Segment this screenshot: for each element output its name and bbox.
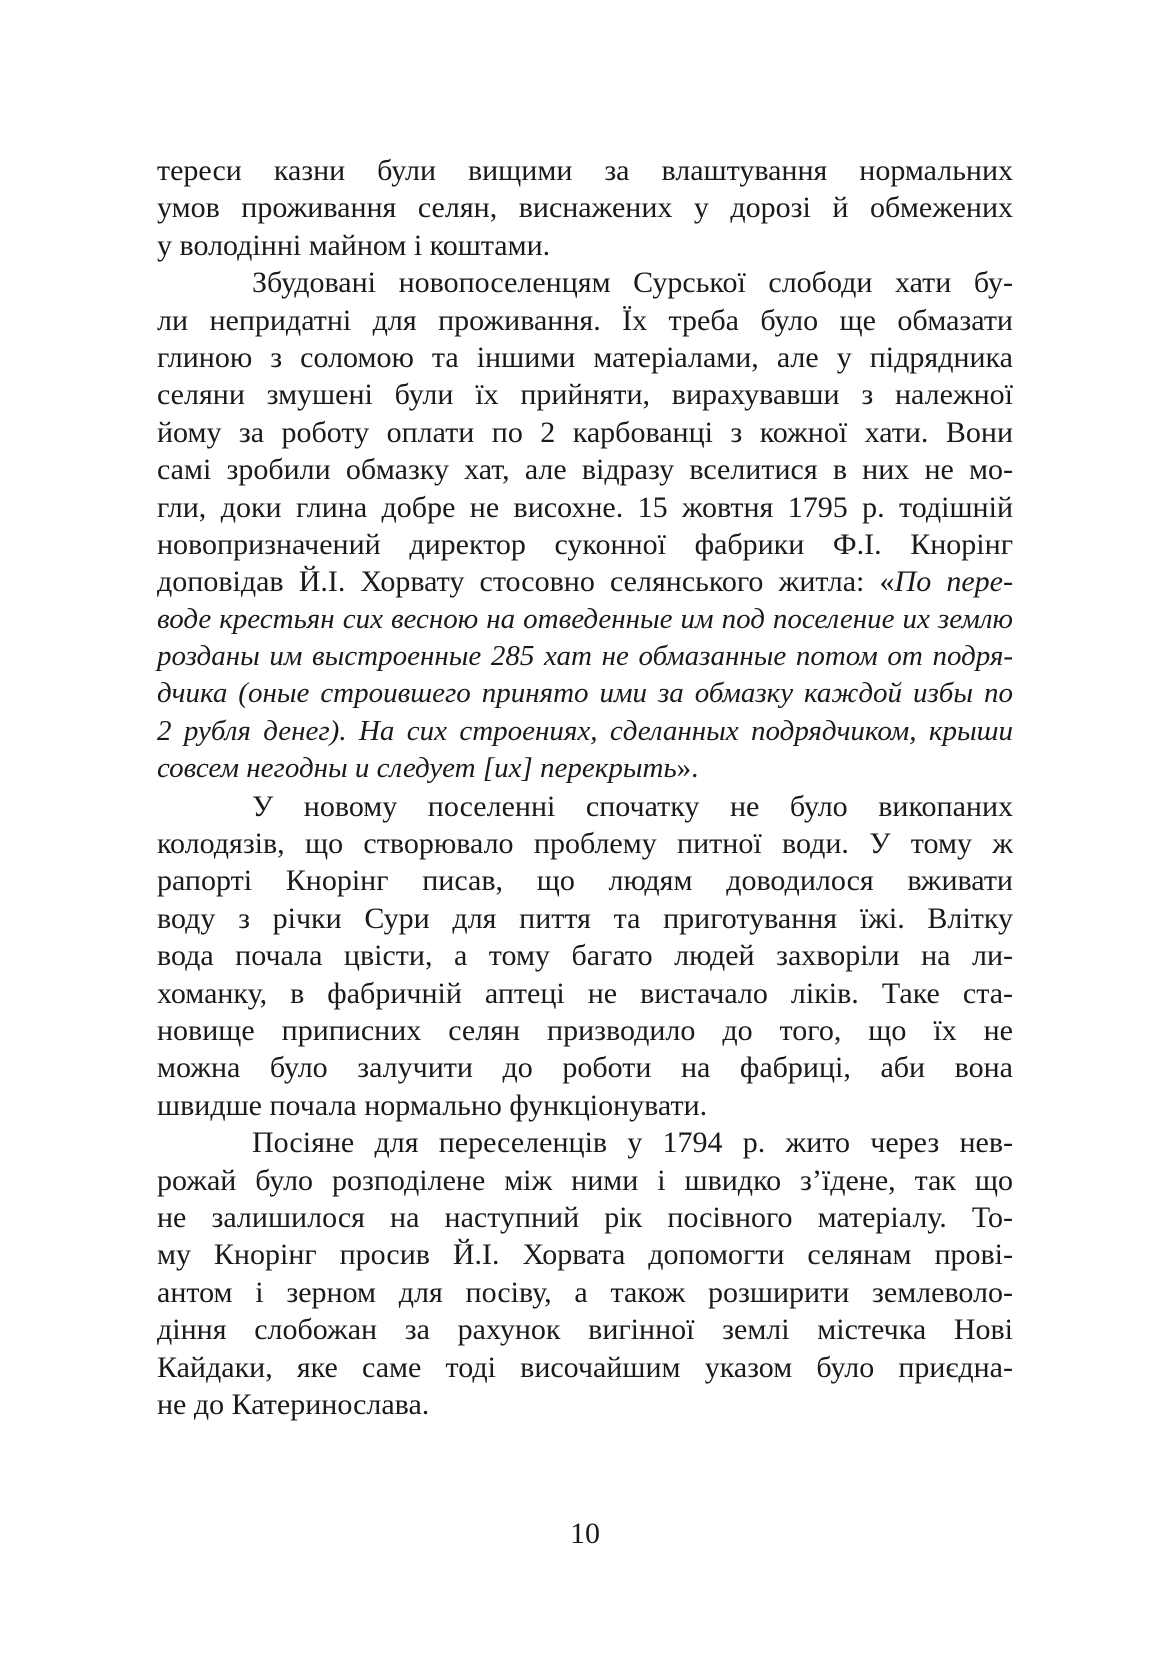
text-line xyxy=(157,638,1013,675)
text-line xyxy=(157,1311,1013,1348)
text-line xyxy=(157,975,1013,1012)
text-line xyxy=(157,937,1013,974)
line-text: У новому поселенні спочатку не було викопаних xyxy=(252,789,1013,823)
text-line xyxy=(157,788,1013,825)
text-line xyxy=(157,1386,1013,1423)
quote-text: По пере- xyxy=(894,565,1013,599)
text-line xyxy=(157,1049,1013,1086)
text-line xyxy=(157,900,1013,937)
line-text: рожай було розподілене між ними і швидко з’їдене, так що xyxy=(157,1163,1013,1197)
line-text: швидше почала нормально функціонувати. xyxy=(157,1088,708,1122)
line-text: глиною з соломою та іншими матеріалами, але у підрядника xyxy=(157,340,1013,374)
line-text: селяни змушені були їх прийняти, вирахувавши з належної xyxy=(157,378,1013,412)
text-line xyxy=(157,1274,1013,1311)
quote-text: 2 рубля денег). На сих строениях, сделанных подрядчиком, крыши xyxy=(157,714,1013,747)
line-text: у володінні майном і коштами. xyxy=(157,228,551,262)
text-line xyxy=(157,675,1013,712)
text-line xyxy=(157,302,1013,339)
line-text: йому за роботу оплати по 2 карбованці з кожної хати. Вони xyxy=(157,415,1013,449)
line-text: рапорті Кнорінг писав, що людям доводилося вживати xyxy=(157,864,1013,898)
line-text: антом і зерном для посіву, а також розширити землеволо- xyxy=(157,1275,1013,1309)
text-line xyxy=(157,862,1013,899)
quote-text: воде крестьян сих весною на отведенные им под поселение их землю xyxy=(157,602,1013,635)
line-text: новище приписних селян призводило до того, що їх не xyxy=(157,1013,1013,1047)
text-line xyxy=(157,264,1013,301)
text-line xyxy=(157,376,1013,413)
text-line xyxy=(157,339,1013,376)
page-body xyxy=(157,152,1013,1423)
line-text: діння слобожан за рахунок вигінної землі містечка Нові xyxy=(157,1313,1013,1347)
quote-text: совсем негодны и следует [их] перекрыть xyxy=(157,752,677,785)
quote-text: дчика (оные строившего принято ими за обмазку каждой избы по xyxy=(157,677,1013,710)
line-text-end: ». xyxy=(676,752,699,785)
line-text: ли непридатні для проживання. Їх треба було ще обмазати xyxy=(157,303,1013,337)
text-line xyxy=(157,414,1013,451)
text-line xyxy=(157,1236,1013,1273)
quote-text: розданы им выстроенные 285 хат не обмазанные потом от подря- xyxy=(157,640,1013,673)
text-line xyxy=(157,563,1013,600)
text-line xyxy=(157,1012,1013,1049)
line-text: колодязів, що створювало проблему питної води. У тому ж xyxy=(157,827,1013,861)
line-text: можна було залучити до роботи на фабриці, аби вона xyxy=(157,1051,1013,1085)
line-text: вода почала цвісти, а тому багато людей захворіли на ли- xyxy=(157,939,1013,973)
line-text: хоманку, в фабричній аптеці не вистачало ліків. Таке ста- xyxy=(157,976,1013,1010)
text-line xyxy=(157,451,1013,488)
line-text: новопризначений директор суконної фабрики Ф.І. Кнорінг xyxy=(157,527,1013,561)
text-line xyxy=(157,601,1013,638)
text-line xyxy=(157,189,1013,226)
line-text: му Кнорінг просив Й.І. Хорвата допомогти селянам прові- xyxy=(157,1238,1013,1272)
text-line xyxy=(157,489,1013,526)
text-line xyxy=(157,526,1013,563)
text-line xyxy=(157,825,1013,862)
text-line xyxy=(157,750,1013,787)
text-line xyxy=(157,1087,1013,1124)
line-text: не залишилося на наступний рік посівного матеріалу. То- xyxy=(157,1200,1013,1234)
text-line xyxy=(157,1199,1013,1236)
line-text: самі зробили обмазку хат, але відразу вселитися в них не мо- xyxy=(157,453,1013,487)
text-line xyxy=(157,713,1013,750)
line-text: Кайдаки, яке саме тоді височайшим указом було приєдна- xyxy=(157,1350,1013,1384)
line-text: Посіяне для переселенців у 1794 р. жито через нев- xyxy=(252,1126,1013,1160)
text-line xyxy=(157,1162,1013,1199)
line-text: воду з річки Сури для пиття та приготування їжі. Влітку xyxy=(157,901,1013,935)
line-text: гли, доки глина добре не висохне. 15 жовтня 1795 р. тодішній xyxy=(157,490,1013,524)
line-text: умов проживання селян, виснажених у дорозі й обмежених xyxy=(157,191,1013,225)
line-text: тереси казни були вищими за влаштування нормальних xyxy=(157,154,1013,187)
text-line xyxy=(157,1349,1013,1386)
text-line xyxy=(157,227,1013,264)
line-text: доповідав Й.І. Хорвату стосовно селянського житла: « xyxy=(157,565,895,599)
line-text: Збудовані новопоселенцям Сурської слободи хати бу- xyxy=(252,266,1013,300)
page-number: 10 xyxy=(570,1517,600,1550)
line-text: не до Катеринослава. xyxy=(157,1387,430,1421)
text-line xyxy=(157,1124,1013,1161)
text-line xyxy=(157,152,1013,189)
